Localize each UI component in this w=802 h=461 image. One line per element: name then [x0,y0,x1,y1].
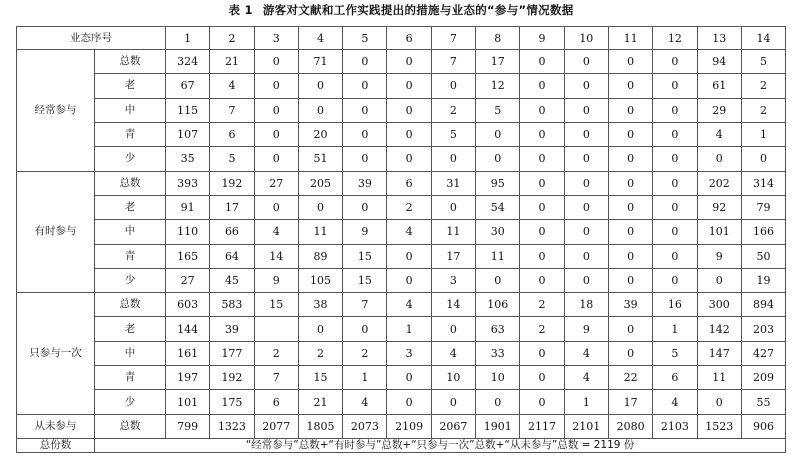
table-cell: 202 [697,171,741,195]
table-cell: 0 [520,147,564,171]
table-cell: 17 [476,50,520,74]
table-cell: 29 [697,98,741,122]
table-cell: 6 [387,171,431,195]
table-cell [254,317,298,341]
table-cell: 0 [564,98,608,122]
table-cell: 1 [564,390,608,414]
table-cell: 0 [254,98,298,122]
table-cell: 0 [343,195,387,219]
table-cell: 79 [741,195,785,219]
total-label: 总份数 [17,439,95,453]
table-cell: 7 [431,50,475,74]
row-sub-label: 老 [95,317,166,341]
table-cell: 61 [697,74,741,98]
table-cell: 0 [653,244,697,268]
table-cell: 314 [741,171,785,195]
table-cell: 0 [520,122,564,146]
table-cell: 197 [166,366,210,390]
table-cell: 14 [431,293,475,317]
table-cell: 0 [653,220,697,244]
table-cell: 2 [741,98,785,122]
table-cell: 55 [741,390,785,414]
table-cell: 799 [166,414,210,438]
table-cell: 0 [387,74,431,98]
table-cell: 2117 [520,414,564,438]
table-cell: 91 [166,195,210,219]
table-cell: 7 [343,293,387,317]
table-cell: 0 [343,50,387,74]
table-cell: 2067 [431,414,475,438]
header-label: 业态序号 [17,27,166,50]
row-sub-label: 老 [95,195,166,219]
table-caption [0,2,802,18]
table-cell: 105 [298,268,342,292]
table-cell: 35 [166,147,210,171]
table-cell: 2 [431,98,475,122]
table-cell: 0 [431,195,475,219]
table-cell: 300 [697,293,741,317]
table-cell: 33 [476,341,520,365]
table-cell: 0 [608,171,652,195]
table-cell: 38 [298,293,342,317]
table-cell: 89 [298,244,342,268]
table-cell: 39 [210,317,254,341]
table-cell: 2 [387,195,431,219]
table-cell: 31 [431,171,475,195]
table-cell: 66 [210,220,254,244]
table-cell: 30 [476,220,520,244]
table-cell: 0 [254,147,298,171]
table-cell: 0 [387,268,431,292]
table-cell: 1323 [210,414,254,438]
table-cell: 0 [387,244,431,268]
table-cell: 17 [210,195,254,219]
table-cell: 12 [476,74,520,98]
table-cell: 0 [520,220,564,244]
table-row [17,98,786,122]
caption-title: 游客对文献和工作实践提出的措施与业态的“参与”情况数据 [262,3,574,17]
table-cell: 0 [697,268,741,292]
table-cell: 9 [564,317,608,341]
table-cell: 0 [564,50,608,74]
table-cell: 161 [166,341,210,365]
table-cell: 9 [697,244,741,268]
table-cell: 0 [608,244,652,268]
row-sub-label: 总数 [95,50,166,74]
row-sub-label: 少 [95,390,166,414]
table-cell: 603 [166,293,210,317]
table-cell: 1901 [476,414,520,438]
table-cell: 0 [608,50,652,74]
table-row [17,366,786,390]
table-cell: 192 [210,366,254,390]
table-cell: 0 [254,122,298,146]
table-cell: 0 [520,390,564,414]
table-cell: 4 [431,341,475,365]
table-cell: 0 [520,50,564,74]
table-cell: 0 [298,98,342,122]
table-cell: 7 [254,366,298,390]
table-cell: 94 [697,50,741,74]
table-cell: 11 [697,366,741,390]
table-cell: 0 [520,341,564,365]
table-cell: 906 [741,414,785,438]
table-cell: 0 [741,147,785,171]
table-cell: 1523 [697,414,741,438]
row-sub-label: 老 [95,74,166,98]
row-sub-label: 青 [95,244,166,268]
table-cell: 67 [166,74,210,98]
table-cell: 1805 [298,414,342,438]
table-cell: 27 [166,268,210,292]
table-cell: 0 [653,50,697,74]
table-cell: 17 [431,244,475,268]
header-col-7: 7 [431,27,475,50]
table-cell: 0 [387,366,431,390]
table-cell: 2080 [608,414,652,438]
table-row [17,74,786,98]
table-cell: 10 [431,366,475,390]
table-cell: 21 [298,390,342,414]
table-cell: 0 [564,74,608,98]
table-cell: 1 [343,366,387,390]
table-cell: 2 [298,341,342,365]
table-cell: 0 [608,122,652,146]
table-cell: 4 [653,390,697,414]
table-cell: 95 [476,171,520,195]
table-cell: 209 [741,366,785,390]
table-cell: 0 [520,244,564,268]
header-col-1: 1 [166,27,210,50]
table-cell: 0 [564,122,608,146]
table-cell: 0 [476,390,520,414]
table-row [17,317,786,341]
table-cell: 2 [741,74,785,98]
header-row [17,27,786,50]
table-cell: 2 [520,317,564,341]
table-cell: 6 [653,366,697,390]
table-cell: 0 [653,171,697,195]
table-row [17,244,786,268]
table-cell: 9 [254,268,298,292]
table-cell: 50 [741,244,785,268]
caption-number: 表 1 [228,3,253,17]
row-sub-label: 中 [95,220,166,244]
table-cell: 51 [298,147,342,171]
table-cell: 0 [476,268,520,292]
table-cell: 101 [697,220,741,244]
table-cell: 2077 [254,414,298,438]
table-cell: 17 [608,390,652,414]
group-label: 只参与一次 [17,293,95,415]
table-row [17,171,786,195]
table-cell: 166 [741,220,785,244]
table-cell: 0 [343,98,387,122]
table-row [17,341,786,365]
table-cell: 15 [343,268,387,292]
table-cell: 5 [210,147,254,171]
table-cell: 0 [298,317,342,341]
table-cell: 2 [520,293,564,317]
table-cell: 0 [298,195,342,219]
table-cell: 2109 [387,414,431,438]
table-cell: 2103 [653,414,697,438]
table-cell: 583 [210,293,254,317]
table-cell: 894 [741,293,785,317]
row-sub-label: 青 [95,366,166,390]
table-cell: 19 [741,268,785,292]
table-cell: 0 [387,122,431,146]
table-cell: 1 [387,317,431,341]
table-cell: 5 [476,98,520,122]
table-cell: 20 [298,122,342,146]
table-cell: 0 [564,268,608,292]
table-cell: 0 [653,122,697,146]
table-cell: 54 [476,195,520,219]
table-cell: 0 [564,220,608,244]
table-cell: 0 [387,50,431,74]
participation-table [16,26,786,453]
table-cell: 0 [520,268,564,292]
row-sub-label: 总数 [95,414,166,438]
table-cell: 177 [210,341,254,365]
table-cell: 0 [653,74,697,98]
table-cell: 6 [210,122,254,146]
table-cell: 0 [343,122,387,146]
table-cell: 0 [387,147,431,171]
table-cell: 15 [298,366,342,390]
table-cell: 101 [166,390,210,414]
table-row [17,147,786,171]
table-cell: 64 [210,244,254,268]
group-label: 从未参与 [17,414,95,438]
table-cell: 71 [298,50,342,74]
table-cell: 4 [254,220,298,244]
table-cell: 1 [741,122,785,146]
table-cell: 5 [741,50,785,74]
table-cell: 147 [697,341,741,365]
table-cell: 2 [254,341,298,365]
table-cell: 39 [343,171,387,195]
table-cell: 0 [254,195,298,219]
header-col-10: 10 [564,27,608,50]
table-cell: 1 [653,317,697,341]
table-cell: 4 [564,366,608,390]
table-cell: 192 [210,171,254,195]
table-cell: 0 [520,98,564,122]
table-cell: 0 [520,366,564,390]
table-cell: 39 [608,293,652,317]
header-col-9: 9 [520,27,564,50]
table-cell: 0 [608,195,652,219]
header-col-5: 5 [343,27,387,50]
header-col-12: 12 [653,27,697,50]
table-cell: 0 [298,74,342,98]
table-cell: 0 [608,317,652,341]
table-cell: 175 [210,390,254,414]
row-sub-label: 少 [95,268,166,292]
table-cell: 0 [608,98,652,122]
table-cell: 16 [653,293,697,317]
table-cell: 2 [343,341,387,365]
table-row [17,195,786,219]
table-cell: 0 [653,195,697,219]
table-cell: 0 [653,268,697,292]
row-sub-label: 中 [95,98,166,122]
row-sub-label: 少 [95,147,166,171]
table-cell: 27 [254,171,298,195]
table-cell: 0 [608,341,652,365]
header-col-6: 6 [387,27,431,50]
table-cell: 14 [254,244,298,268]
table-cell: 18 [564,293,608,317]
table-cell: 2101 [564,414,608,438]
group-label: 经常参与 [17,50,95,172]
table-cell: 0 [476,147,520,171]
header-col-4: 4 [298,27,342,50]
table-cell: 4 [697,122,741,146]
table-cell: 4 [210,74,254,98]
table-cell: 107 [166,122,210,146]
header-col-8: 8 [476,27,520,50]
table-cell: 0 [431,390,475,414]
table-cell: 115 [166,98,210,122]
table-cell: 7 [210,98,254,122]
table-cell: 4 [564,341,608,365]
group-label: 有时参与 [17,171,95,293]
table-cell: 45 [210,268,254,292]
header-col-14: 14 [741,27,785,50]
table-cell: 0 [564,244,608,268]
table-row [17,220,786,244]
table-cell: 0 [254,50,298,74]
table-row [17,268,786,292]
table-cell: 0 [608,268,652,292]
table-cell: 0 [697,390,741,414]
row-sub-label: 总数 [95,293,166,317]
table-cell: 22 [608,366,652,390]
table-row [17,293,786,317]
table-cell: 11 [298,220,342,244]
table-body [17,50,786,439]
table-cell: 6 [254,390,298,414]
header-col-3: 3 [254,27,298,50]
table-cell: 5 [653,341,697,365]
table-cell: 0 [254,74,298,98]
table-cell: 0 [520,195,564,219]
table-cell: 4 [343,390,387,414]
table-cell: 144 [166,317,210,341]
table-cell: 0 [431,147,475,171]
table-row [17,122,786,146]
table-cell: 0 [564,171,608,195]
table-cell: 0 [653,98,697,122]
table-cell: 0 [564,147,608,171]
table-cell: 63 [476,317,520,341]
table-cell: 0 [343,317,387,341]
table-cell: 0 [343,74,387,98]
table-cell: 106 [476,293,520,317]
table-cell: 142 [697,317,741,341]
table-row [17,390,786,414]
table-cell: 0 [431,317,475,341]
table-cell: 0 [387,98,431,122]
row-sub-label: 总数 [95,171,166,195]
header-col-2: 2 [210,27,254,50]
row-sub-label: 中 [95,341,166,365]
table-cell: 0 [564,195,608,219]
table-cell: 0 [608,147,652,171]
table-cell: 205 [298,171,342,195]
table-cell: 4 [387,293,431,317]
table-cell: 4 [387,220,431,244]
table-cell: 427 [741,341,785,365]
header-col-13: 13 [697,27,741,50]
table-cell: 5 [431,122,475,146]
table-cell: 165 [166,244,210,268]
table-cell: 9 [343,220,387,244]
table-cell: 0 [343,147,387,171]
table-cell: 0 [608,220,652,244]
table-cell: 15 [343,244,387,268]
table-row [17,50,786,74]
table-row [17,414,786,438]
table-cell: 0 [608,74,652,98]
table-cell: 203 [741,317,785,341]
total-note: “经常参与”总数+“有时参与”总数+“只参与一次”总数+“从未参与”总数 = 2119 份 [95,439,786,453]
table-cell: 0 [697,147,741,171]
table-cell: 11 [431,220,475,244]
table-cell: 15 [254,293,298,317]
table-cell: 324 [166,50,210,74]
table-cell: 10 [476,366,520,390]
table-cell: 11 [476,244,520,268]
table-cell: 0 [520,171,564,195]
table-cell: 21 [210,50,254,74]
table-cell: 0 [520,74,564,98]
table-cell: 393 [166,171,210,195]
table-cell: 3 [387,341,431,365]
table-cell: 2073 [343,414,387,438]
header-col-11: 11 [608,27,652,50]
table-cell: 3 [431,268,475,292]
table-cell: 0 [387,390,431,414]
table-cell: 0 [653,147,697,171]
table-cell: 92 [697,195,741,219]
row-sub-label: 青 [95,122,166,146]
table-cell: 0 [476,122,520,146]
table-cell: 0 [431,74,475,98]
table-cell: 110 [166,220,210,244]
total-row [17,439,786,453]
